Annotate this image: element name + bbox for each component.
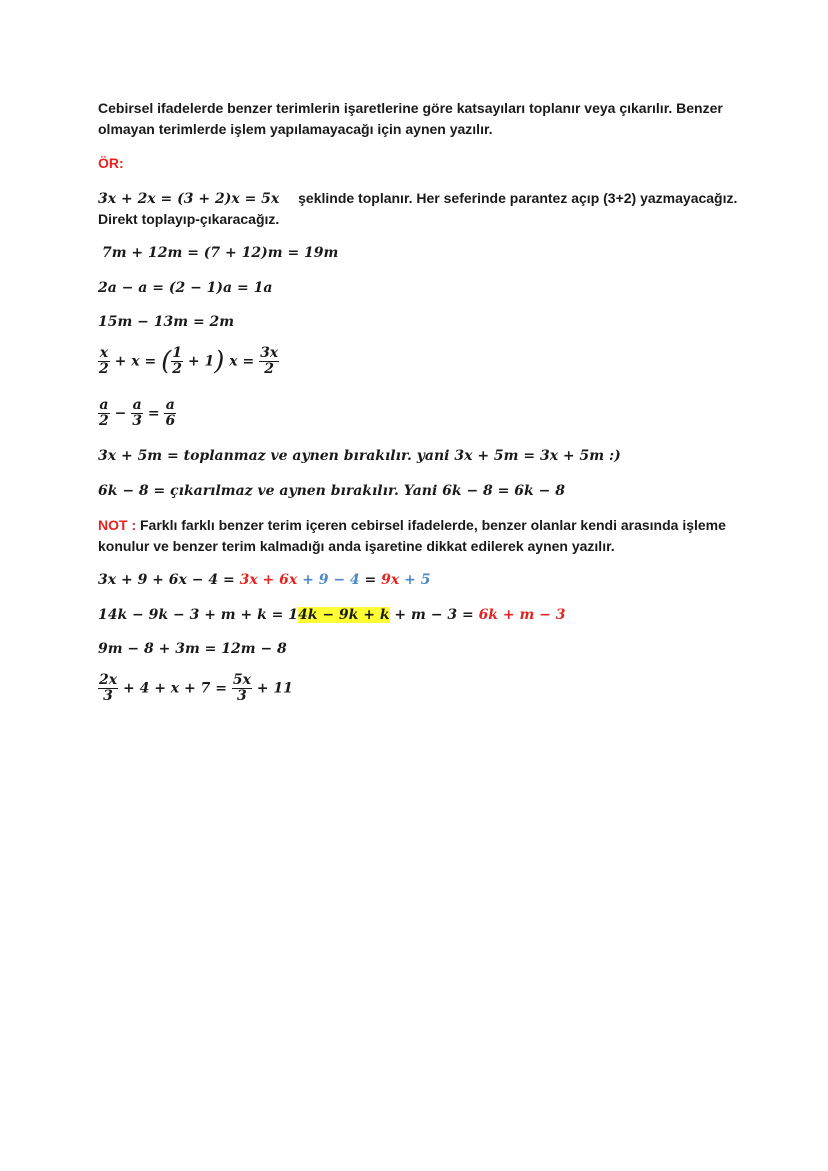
equation-m: 7m + 12m = (7 + 12)m = 19m	[102, 245, 339, 261]
fraction-2x-3: $\frac{2x}{3}$	[99, 672, 118, 704]
fraction-5x-3: $\frac{5x}{3}$	[232, 672, 251, 704]
fraction-equation-2: $\frac{a}{2}$ − $\frac{a}{3}$ = $\frac{a}{6}$	[99, 397, 176, 429]
fraction-x-2: $\frac{x}{2}$	[99, 345, 109, 377]
example-1-text: şeklinde toplanır. Her seferinde parantez açıp (3+2) yazmayacağız.	[298, 190, 738, 206]
equation-toplanmaz: 3x + 5m = toplanmaz ve aynen bırakılır. yani 3x + 5m = 3x + 5m :)	[98, 448, 621, 464]
equation-15m: 15m − 13m = 2m	[98, 314, 235, 330]
example-1-math: 3x + 2x = (3 + 2)x = 5x	[98, 191, 280, 207]
note-label: NOT :	[98, 517, 137, 533]
intro-line-2: olmayan terimlerde işlem yapılamayacağı için aynen yazılır.	[98, 121, 493, 137]
fraction-a-3: $\frac{a}{3}$	[132, 397, 142, 429]
equation-a: 2a − a = (2 − 1)a = 1a	[98, 280, 273, 296]
highlighted-terms: 4k − 9k + k	[298, 607, 390, 623]
fraction-1-2: $\frac{1}{2}$	[172, 345, 182, 377]
example-1-line-2: Direkt toplayıp-çıkaracağız.	[98, 211, 280, 227]
note-line-1	[98, 515, 726, 536]
note-text: Farklı farklı benzer terim içeren cebirsel ifadelerde, benzer olanlar kendi arasında işleme	[136, 517, 726, 533]
example-a: 3x + 9 + 6x − 4 = 3x + 6x + 9 − 4 = 9x + 5	[98, 572, 431, 588]
example-1	[98, 188, 737, 210]
equation-cikarilmaz: 6k − 8 = çıkarılmaz ve aynen bırakılır. Yani 6k − 8 = 6k − 8	[98, 483, 565, 499]
note-line-2: konulur ve benzer terim kalmadığı anda işaretine dikkat edilerek aynen yazılır.	[98, 538, 615, 554]
fraction-a-2: $\frac{a}{2}$	[99, 397, 109, 429]
intro-line-1: Cebirsel ifadelerde benzer terimlerin işaretlerine göre katsayıları toplanır veya çıkarılır. Benzer	[98, 100, 723, 116]
example-label: ÖR:	[98, 155, 124, 171]
example-c: 9m − 8 + 3m = 12m − 8	[98, 641, 287, 657]
fraction-equation-1: $\frac{x}{2}$ + x = ( $\frac{1}{2}$ + 1) x = $\frac{3x}{2}$	[99, 345, 279, 377]
example-b: 14k − 9k − 3 + m + k = 14k − 9k + k + m − 3 = 6k + m − 3	[98, 607, 566, 623]
example-d: $\frac{2x}{3}$ + 4 + x + 7 = $\frac{5x}{3}$ + 11	[99, 672, 293, 704]
fraction-a-6: $\frac{a}{6}$	[165, 397, 176, 429]
fraction-3x-2: $\frac{3x}{2}$	[260, 345, 279, 377]
